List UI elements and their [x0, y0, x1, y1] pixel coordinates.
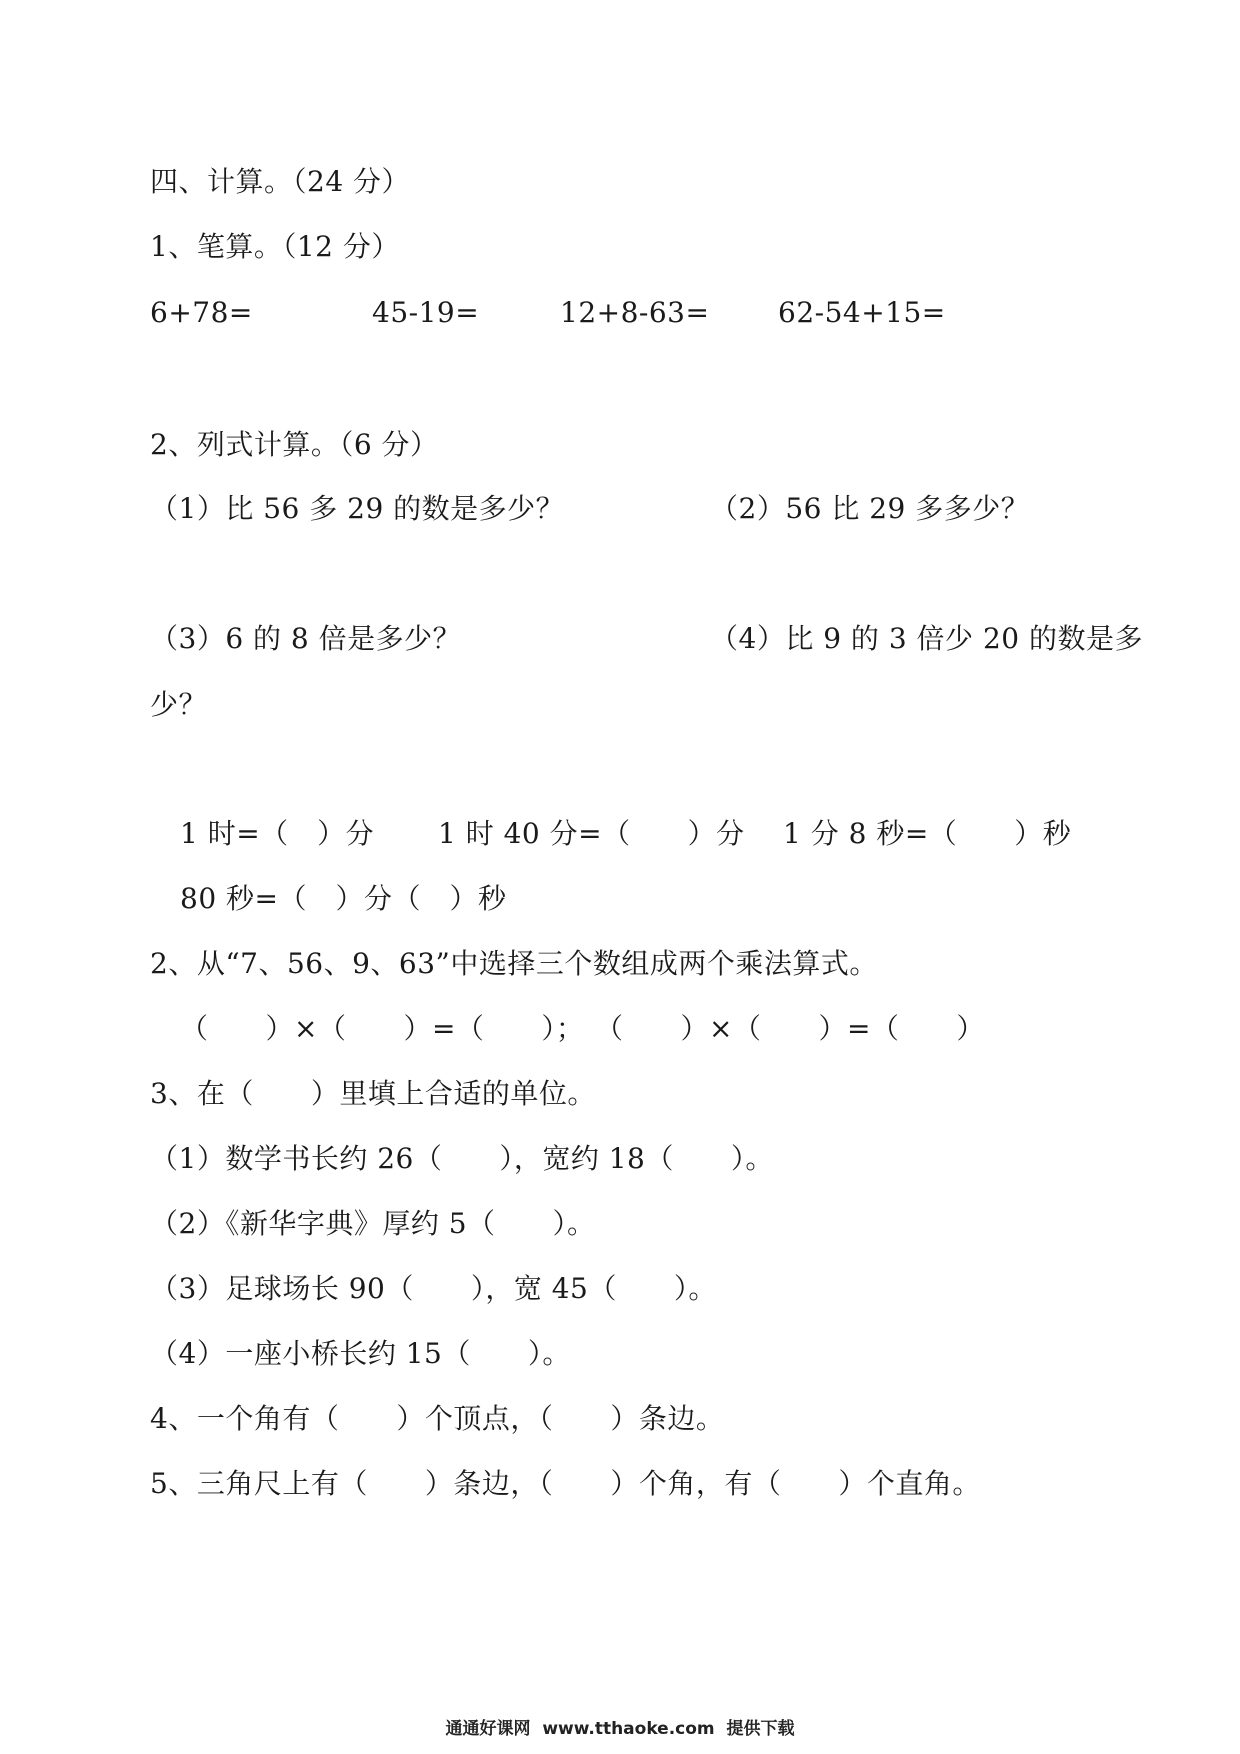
time-fill-3: 1 分 8 秒=（ ）秒	[783, 817, 1072, 850]
select-question-title: 2、从“7、56、9、63”中选择三个数组成两个乘法算式。	[150, 947, 878, 980]
question-2-item-4: （4）比 9 的 3 倍少 20 的数是多	[710, 622, 1143, 655]
select-formula-b: （ ）×（ ）=（ ）	[595, 1012, 985, 1045]
problem-3: 12+8-63=	[560, 296, 710, 329]
question-2-title: 2、列式计算。（6 分）	[150, 428, 439, 461]
units-item-2: （2）《新华字典》厚约 5（ ）。	[150, 1207, 596, 1240]
time-fill-2: 1 时 40 分=（ ）分	[438, 817, 745, 850]
units-item-1: （1）数学书长约 26（ ），宽约 18（ ）。	[150, 1142, 774, 1175]
time-fill-1: 1 时=（ ）分	[180, 817, 375, 850]
question-2-item-3: （3）6 的 8 倍是多少？	[150, 622, 462, 655]
problem-1: 6+78=	[150, 296, 253, 329]
question-1-title: 1、笔算。（12 分）	[150, 230, 400, 263]
question-2-item-1: （1）比 56 多 29 的数是多少？	[150, 492, 565, 525]
units-question-title: 3、在（ ）里填上合适的单位。	[150, 1077, 596, 1110]
footer-credit: 通通好课网 www.tthaoke.com 提供下载	[445, 1719, 795, 1739]
question-2-item-2: （2）56 比 29 多多少？	[710, 492, 1030, 525]
angle-question: 4、一个角有（ ）个顶点，（ ）条边。	[150, 1402, 725, 1435]
section-title: 四、计算。（24 分）	[150, 165, 411, 198]
units-item-4: （4）一座小桥长约 15（ ）。	[150, 1337, 571, 1370]
triangle-question: 5、三角尺上有（ ）条边，（ ）个角，有（ ）个直角。	[150, 1467, 981, 1500]
select-formula-a: （ ）×（ ）=（ ）；	[180, 1012, 585, 1045]
time-fill-4: 80 秒=（ ）分（ ）秒	[180, 882, 507, 915]
problem-4: 62-54+15=	[778, 296, 946, 329]
question-2-item-4-continued: 少？	[150, 688, 208, 721]
units-item-3: （3）足球场长 90（ ），宽 45（ ）。	[150, 1272, 717, 1305]
problem-2: 45-19=	[372, 296, 480, 329]
